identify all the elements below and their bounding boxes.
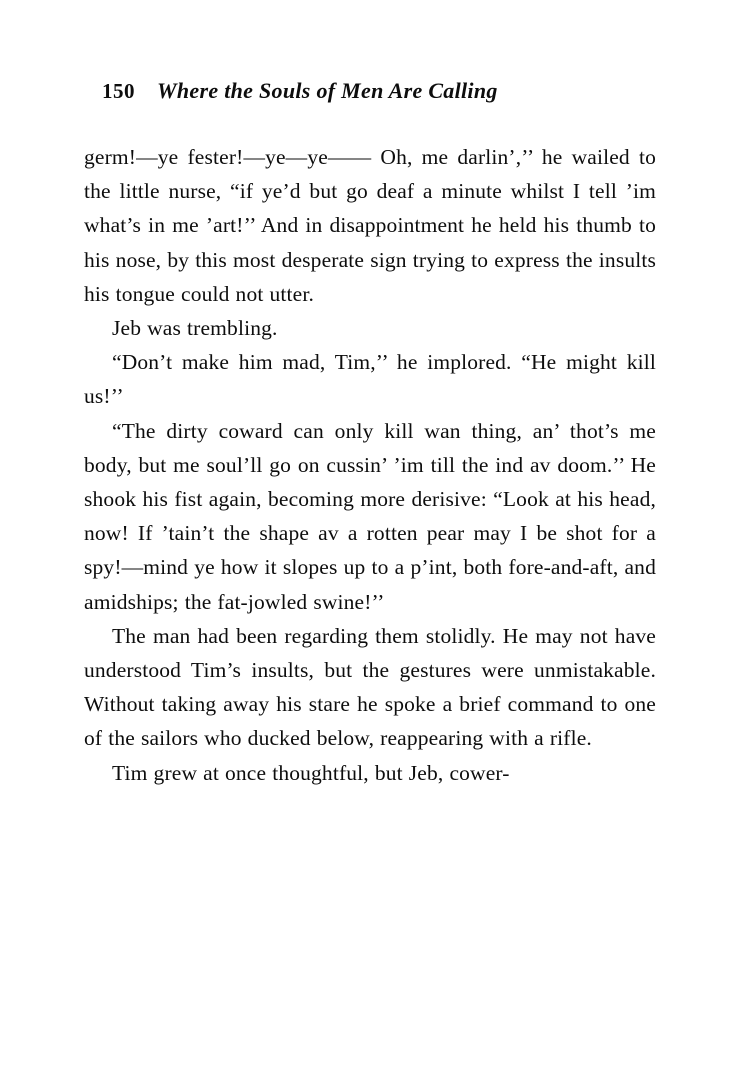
paragraph: germ!—ye fester!—ye—ye—— Oh, me darlin’,’’ he wailed to the little nurse, “if ye’d but go deaf a minute whilst I tell ’im what’s in me ’art!’’ And in disappointment he held his thumb to his nose, by this most desperate sign trying to express the insults his tongue could not utter. [84,145,656,306]
paragraph: Tim grew at once thoughtful, but Jeb, cower- [112,760,510,785]
body-text [84,140,656,790]
running-title: Where the Souls of Men Are Calling [157,78,498,103]
paragraph: “The dirty coward can only kill wan thing, an’ thot’s me body, but me soul’ll go on cussin’ ’im till the ind av doom.’’ He shook his fist again, becoming more derisive: “Look at his head, now! If ’tain’t the shape av a rotten pear may I be shot for a spy!—mind ye how it slopes up to a p’int, both fore-and-aft, and amidships; the fat-jowled swine!’’ [84,418,656,614]
paragraph: The man had been regarding them stolidly. He may not have understood Tim’s insults, but the gestures were unmistakable. Without taking away his stare he spoke a brief command to one of the sailors who ducked below, reappearing with a rifle. [84,623,656,751]
page-number: 150 [102,79,135,103]
running-head [102,78,656,104]
paragraph: Jeb was trembling. [112,316,278,341]
paragraph: “Don’t make him mad, Tim,’’ he implored. “He might kill us!’’ [84,350,656,409]
